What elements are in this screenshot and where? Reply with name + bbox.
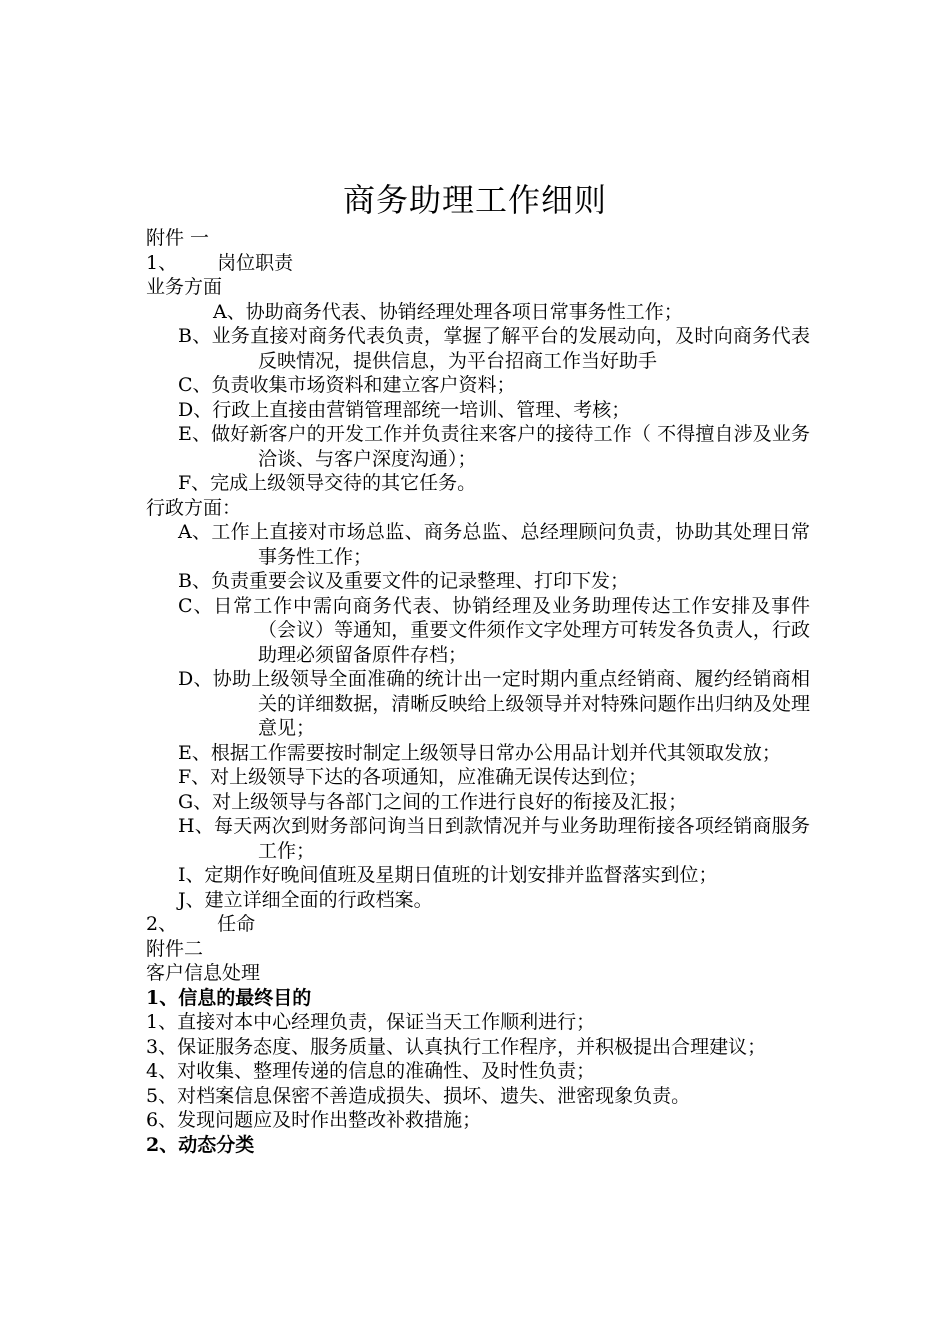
admin-item-i: I、定期作好晚间值班及星期日值班的计划安排并监督落实到位；: [178, 864, 718, 886]
admin-item-h: H、每天两次到财务部问询当日到款情况并与业务助理衔接各项经销商服务工作；: [178, 815, 810, 862]
section-2-number: 2、: [146, 913, 178, 935]
admin-heading: 行政方面：: [146, 496, 242, 519]
business-heading: 业务方面: [146, 276, 223, 298]
attachment-1-label: 附件 一: [146, 227, 210, 249]
business-item-a: A、协助商务代表、协销经理处理各项日常事务性工作；: [213, 300, 683, 323]
document-title: 商务助理工作细则: [342, 181, 607, 219]
section-1-number: 1、: [146, 251, 178, 274]
admin-item-c: C、日常工作中需向商务代表、协销经理及业务助理传达工作安排及事件（会议）等通知，重要文件须作文字处理方可转发各负责人，行政助理必须留备原件存档；: [178, 594, 810, 666]
business-item-f: F、完成上级领导交待的其它任务。: [178, 472, 477, 494]
admin-item-j: J、建立详细全面的行政档案。: [178, 888, 433, 911]
business-item-e: E、做好新客户的开发工作并负责往来客户的接待工作（ 不得擅自涉及业务洽谈、与客户深度沟通）；: [178, 423, 810, 470]
purpose-item-4: 4、对收集、整理传递的信息的准确性、及时性负责；: [146, 1060, 596, 1082]
business-item-b: B、业务直接对商务代表负责，掌握了解平台的发展动向，及时向商务代表反映情况，提供信息，为平台招商工作当好助手: [178, 325, 810, 372]
section-1-label: 岗位职责: [217, 251, 294, 274]
purpose-item-6: 6、发现问题应及时作出整改补救措施；: [146, 1109, 482, 1131]
document-body: [146, 226, 810, 1157]
admin-item-a: A、工作上直接对市场总监、商务总监、总经理顾问负责，协助其处理日常事务性工作；: [178, 521, 810, 568]
admin-item-b: B、负责重要会议及重要文件的记录整理、打印下发；: [178, 570, 629, 592]
section-2-label: 任命: [217, 913, 256, 935]
customer-info-heading: 客户信息处理: [146, 962, 261, 984]
purpose-item-3: 3、保证服务态度、服务质量、认真执行工作程序，并积极提出合理建议；: [146, 1035, 767, 1058]
admin-item-d: D、协助上级领导全面准确的统计出一定时期内重点经销商、履约经销商相关的详细数据，清晰反映给上级领导并对特殊问题作出归纳及处理意见；: [178, 668, 810, 739]
section-2-heading: [146, 912, 810, 937]
attachment-2-label: 附件二: [146, 937, 204, 960]
dynamic-classification-heading: 2、动态分类: [146, 1133, 255, 1156]
purpose-item-5: 5、对档案信息保密不善造成损失、损坏、遗失、泄密现象负责。: [146, 1084, 691, 1107]
business-item-c: C、负责收集市场资料和建立客户资料；: [178, 374, 516, 396]
admin-item-e: E、根据工作需要按时制定上级领导日常办公用品计划并代其领取发放；: [178, 741, 781, 764]
info-purpose-heading: 1、信息的最终目的: [146, 986, 312, 1009]
admin-item-f: F、对上级领导下达的各项通知，应准确无误传达到位；: [178, 766, 648, 788]
section-1-heading: [146, 251, 810, 276]
admin-item-g: G、对上级领导与各部门之间的工作进行良好的衔接及汇报；: [178, 790, 688, 813]
business-item-d: D、行政上直接由营销管理部统一培训、管理、考核；: [178, 398, 631, 421]
purpose-item-1: 1、直接对本中心经理负责，保证当天工作顺利进行；: [146, 1011, 596, 1033]
